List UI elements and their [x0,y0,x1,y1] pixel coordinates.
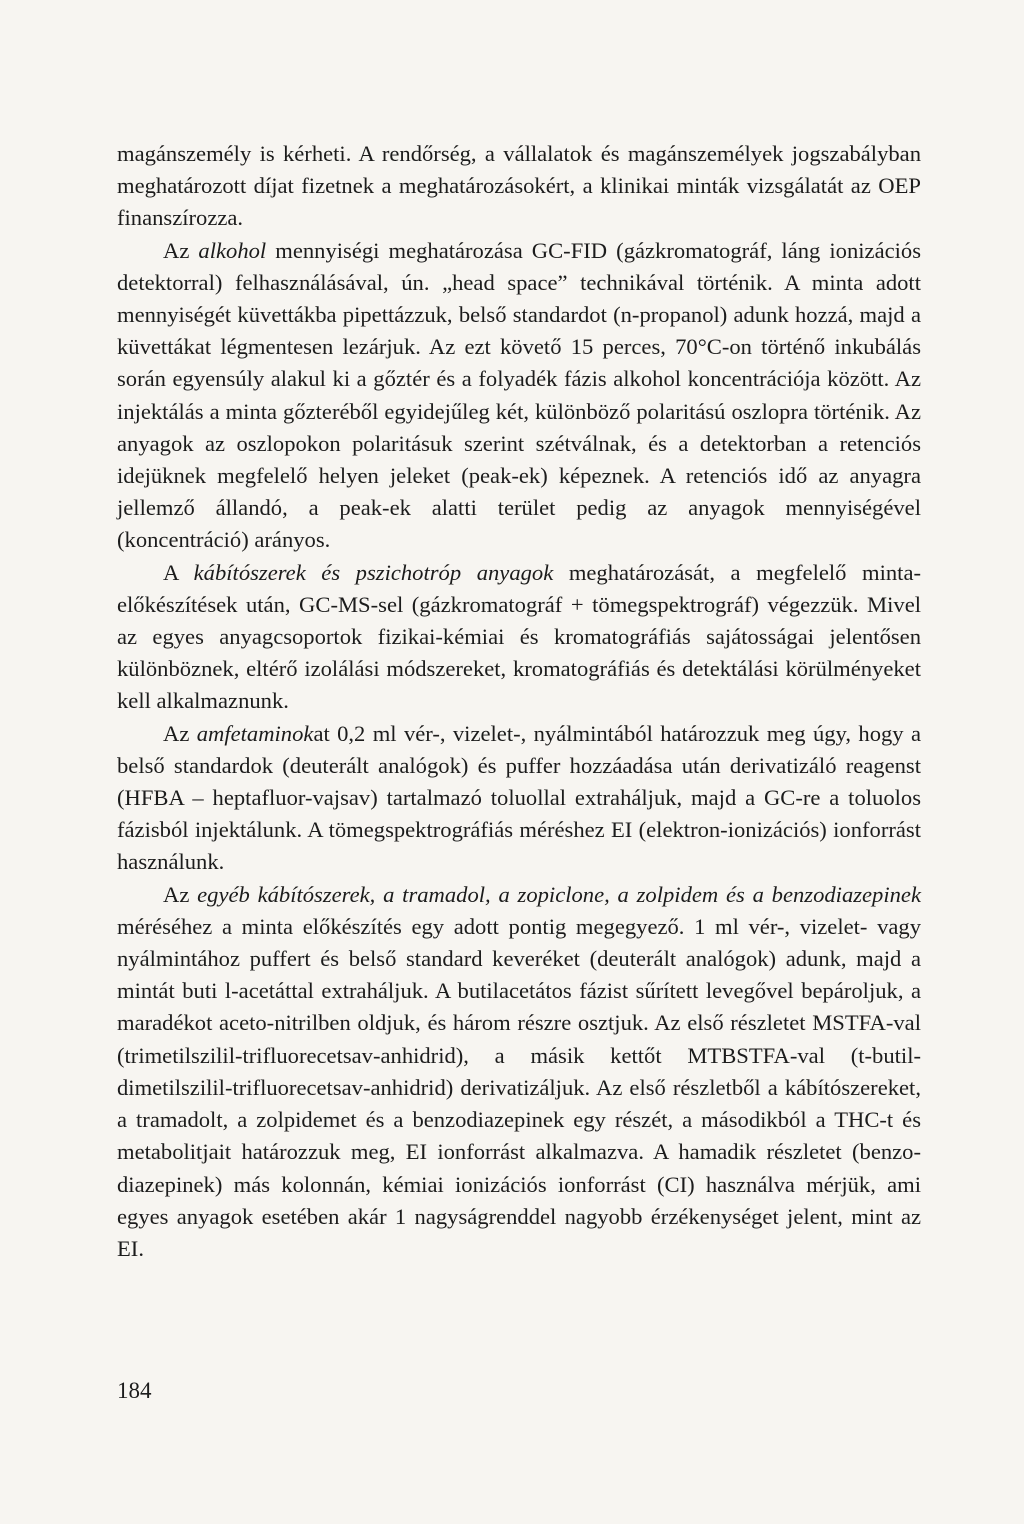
page-body-text [117,138,921,1265]
term-alcohol: alkohol [198,237,267,263]
page-number: 184 [117,1378,152,1403]
paragraph-drugs [117,557,921,718]
paragraph-amphetamines-lead: Az [163,720,197,746]
term-amphetamines: amfetaminok [196,720,314,746]
paragraph-drugs-text: meghatározását, a megfelelő minta-előkészítések után, GC-MS-sel (gázkromatográf + tömegspektrográf) végezzük. Mivel az egyes anyagcsoportok fizikai-kémiai és kromatográfiás sajátosságai jelentősen különböznek, eltérő izolálási módszereket, kromatográfiás és detektálási körülményeket kell alkalmaznunk. [117,559,921,714]
paragraph-alcohol [117,235,921,557]
paragraph-other-drugs [117,879,921,1265]
paragraph-drugs-lead: A [163,559,194,585]
paragraph-amphetamines [117,718,921,879]
paragraph-amphetamines-text: at 0,2 ml vér-, vizelet-, nyálmintából határozzuk meg úgy, hogy a belső standardok (deuterált analógok) és puffer hozzáadása után derivatizáló reagenst (HFBA – heptafluor-vajsav) tartalmazó toluollal extraháljuk, majd a GC-re a toluolos fázisból injektálunk. A tömegspektrográfiás méréshez EI (elektron-ionizációs) ionforrást használunk. [117,720,921,875]
paragraph-1: magánszemély is kérheti. A rendőrség, a vállalatok és magánszemélyek jogszabályban meghatározott díjat fizetnek a meghatározásokért, a klinikai minták vizsgálatát az OEP finanszírozza. [117,141,921,231]
paragraph-other-drugs-text: méréséhez a minta előkészítés egy adott pontig megegyező. 1 ml vér-, vizelet- vagy nyálmintához puffert és belső standard keveréket (deuterált analógok) adunk, majd a mintát buti l-acetáttal extraháljuk. A butilacetátos fázist sűrített levegővel bepároljuk, a maradékot aceto-nitrilben oldjuk, és három részre osztjuk. Az első részletet MSTFA-val (trimetilszilil-trifluorecetsav-anhidrid), a másik kettőt MTBSTFA-val (t-butil-dimetilszilil-trifluorecetsav-anhidrid) derivatizáljuk. Az első részletből a kábítószereket, a tramadolt, a zolpidemet és a benzodiazepinek egy részét, a másodikból a THC-t és metabolitjait határozzuk meg, EI ionforrást alkalmazva. A hamadik részletet (benzo-diazepinek) más kolonnán, kémiai ionizációs ionforrást (CI) használva mérjük, ami egyes anyagok esetében akár 1 nagyságrenddel nagyobb érzékenységet jelent, mint az EI. [117,913,921,1261]
paragraph-other-drugs-lead: Az [163,881,198,907]
paragraph-alcohol-text: mennyiségi meghatározása GC-FID (gázkromatográf, láng ionizációs detektorral) felhasználásával, ún. „head space” technikával történik. A minta adott mennyiségét küvettákba pipettázzuk, belső standardot (n-propanol) adunk hozzá, majd a küvettákat légmentesen lezárjuk. Az ezt követő 15 perces, 70°C-on történő inkubálás során egyensúly alakul ki a gőztér és a folyadék fázis alkohol koncentrációja között. Az injektálás a minta gőzteréből egyidejűleg két, különböző polaritású oszlopra történik. Az anyagok az oszlopokon polaritásuk szerint szétválnak, és a detektorban a retenciós idejüknek megfelelő helyen jeleket (peak-ek) képeznek. A retenciós idő az anyagra jellemző állandó, a peak-ek alatti terület pedig az anyagok mennyiségével (koncentráció) arányos. [117,237,921,553]
term-other-drugs: egyéb kábítószerek, a tramadol, a zopiclone, a zolpidem és a benzodiazepinek [197,881,921,907]
paragraph-alcohol-lead: Az [163,237,199,263]
term-drugs: kábítószerek és pszichotróp anyagok [193,559,554,585]
